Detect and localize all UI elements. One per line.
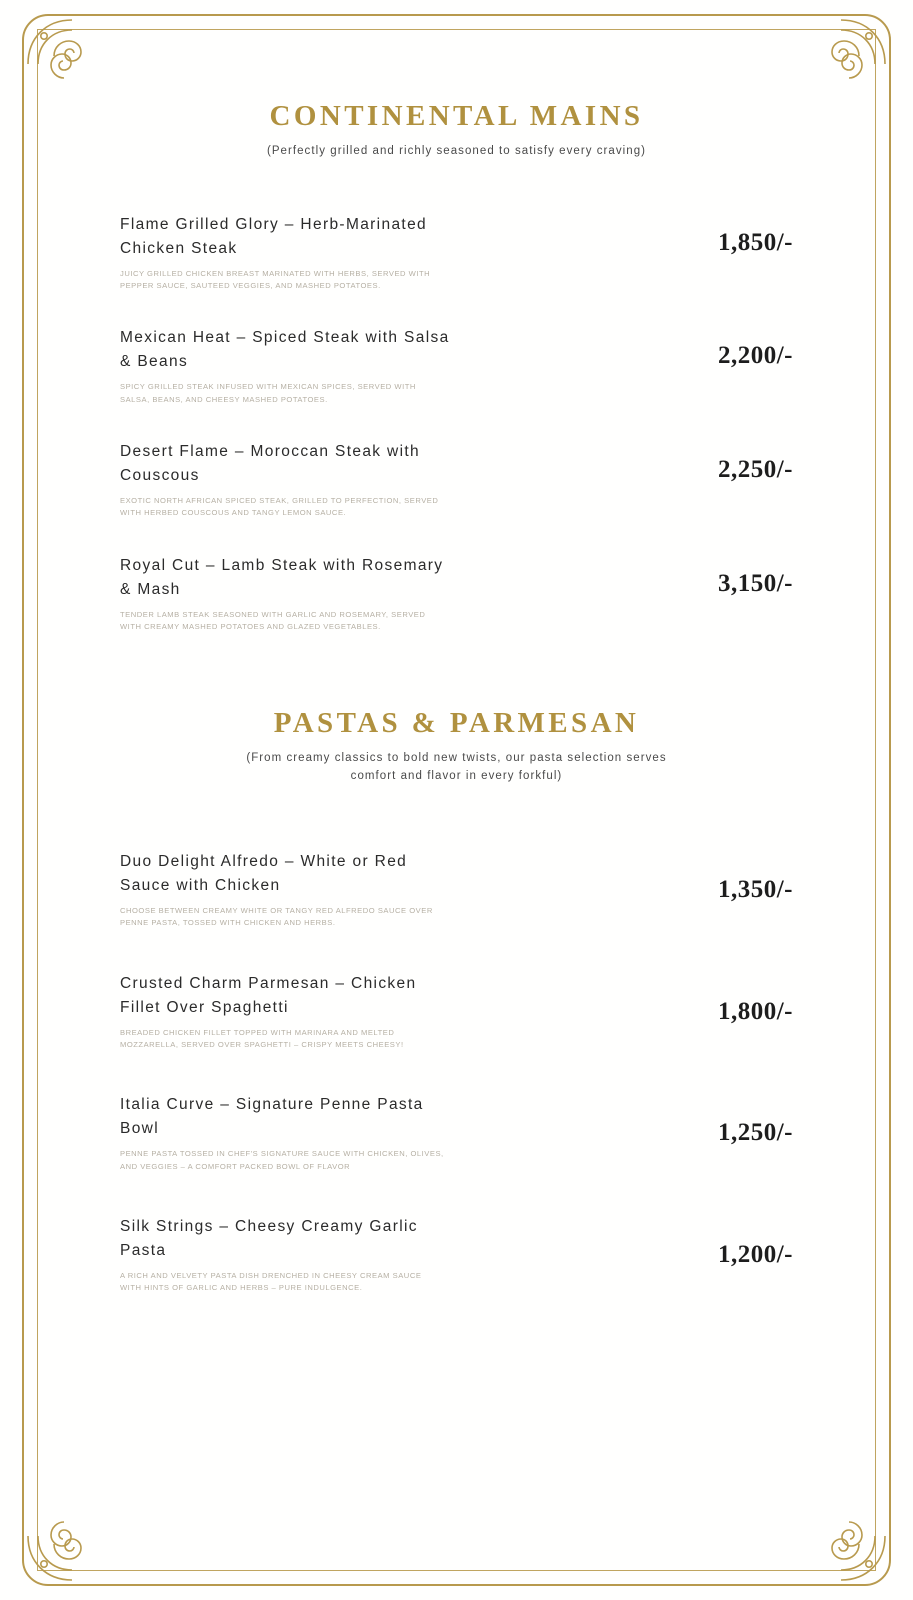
menu-item-name: Italia Curve – Signature Penne Pasta Bowl bbox=[120, 1096, 424, 1138]
menu-item-name: Desert Flame – Moroccan Steak with Couscous bbox=[120, 443, 421, 485]
menu-item-price: 2,200/- bbox=[717, 342, 793, 370]
menu-item-list bbox=[120, 850, 793, 1295]
menu-item-name: Duo Delight Alfredo – White or Red Sauce with Chicken bbox=[120, 852, 408, 894]
menu-item-text bbox=[120, 850, 450, 930]
section-subtitle: (Perfectly grilled and richly seasoned to satisfy every craving) bbox=[266, 145, 647, 157]
menu-item bbox=[120, 1093, 793, 1173]
menu-item-description: BREADED CHICKEN FILLET TOPPED WITH MARINARA AND MELTED MOZZARELLA, SERVED OVER SPAGHETTI – CRISPY MEETS CHEESY! bbox=[120, 1027, 404, 1049]
menu-item-price: 3,150/- bbox=[717, 569, 793, 597]
menu-item-price: 1,350/- bbox=[717, 875, 793, 903]
menu-item-name: Silk Strings – Cheesy Creamy Garlic Pasta bbox=[120, 1217, 418, 1259]
menu-item-text bbox=[120, 1215, 450, 1295]
section-title: CONTINENTAL MAINS bbox=[269, 100, 644, 132]
menu-item-text bbox=[120, 326, 450, 406]
menu-item-price: 1,800/- bbox=[717, 997, 793, 1025]
menu-item-description: JUICY GRILLED CHICKEN BREAST MARINATED WITH HERBS, SERVED WITH PEPPER SAUCE, SAUTEED VEGGIES, AND MASHED POTATOES. bbox=[120, 268, 431, 291]
menu-item-text bbox=[120, 554, 450, 634]
menu-item bbox=[120, 972, 793, 1052]
section-subtitle: (From creamy classics to bold new twists, our pasta selection serves comfort and flavor in every forkful) bbox=[246, 752, 667, 783]
section-title: PASTAS & PARMESAN bbox=[273, 707, 640, 740]
menu-item-list bbox=[120, 213, 793, 634]
menu-item-description: A RICH AND VELVETY PASTA DISH DRENCHED IN CHEESY CREAM SAUCE WITH HINTS OF GARLIC AND HERBS – PURE INDULGENCE. bbox=[120, 1270, 422, 1293]
menu-section-continental-mains bbox=[120, 100, 793, 633]
menu-item-text bbox=[120, 1093, 450, 1173]
menu-item bbox=[120, 213, 793, 293]
menu-item-text bbox=[120, 213, 450, 293]
menu-item-description: CHOOSE BETWEEN CREAMY WHITE OR TANGY RED ALFREDO SAUCE OVER PENNE PASTA, TOSSED WITH CHICKEN AND HERBS. bbox=[120, 905, 433, 928]
menu-item bbox=[120, 850, 793, 930]
menu-item-description: TENDER LAMB STEAK SEASONED WITH GARLIC AND ROSEMARY, SERVED WITH CREAMY MASHED POTATOES AND GLAZED VEGETABLES. bbox=[120, 609, 426, 632]
menu-item bbox=[120, 1215, 793, 1295]
menu-section-pastas-parmesan bbox=[120, 707, 793, 1294]
menu-item-name: Mexican Heat – Spiced Steak with Salsa & Beans bbox=[120, 329, 450, 371]
menu-item bbox=[120, 554, 793, 634]
menu-item-name: Crusted Charm Parmesan – Chicken Fillet Over Spaghetti bbox=[120, 974, 417, 1016]
menu-item bbox=[120, 326, 793, 406]
menu-item-text bbox=[120, 440, 450, 520]
menu-item-price: 1,200/- bbox=[717, 1240, 793, 1268]
menu-item-name: Royal Cut – Lamb Steak with Rosemary & Mash bbox=[120, 556, 444, 598]
menu-item-name: Flame Grilled Glory – Herb-Marinated Chicken Steak bbox=[120, 215, 428, 257]
menu-item-description: EXOTIC NORTH AFRICAN SPICED STEAK, GRILLED TO PERFECTION, SERVED WITH HERBED COUSCOUS AND TANGY LEMON SAUCE. bbox=[120, 496, 439, 518]
menu-item-price: 1,250/- bbox=[717, 1119, 793, 1147]
menu-item-description: SPICY GRILLED STEAK INFUSED WITH MEXICAN SPICES, SERVED WITH SALSA, BEANS, AND CHEESY MASHED POTATOES. bbox=[120, 382, 416, 404]
menu-item-price: 1,850/- bbox=[717, 228, 793, 256]
menu-item-text bbox=[120, 972, 450, 1052]
menu-item-description: PENNE PASTA TOSSED IN CHEF'S SIGNATURE SAUCE WITH CHICKEN, OLIVES, AND VEGGIES – A COMFORT PACKED BOWL OF FLAVOR bbox=[120, 1149, 444, 1171]
menu-item bbox=[120, 440, 793, 520]
menu-item-price: 2,250/- bbox=[717, 456, 793, 484]
